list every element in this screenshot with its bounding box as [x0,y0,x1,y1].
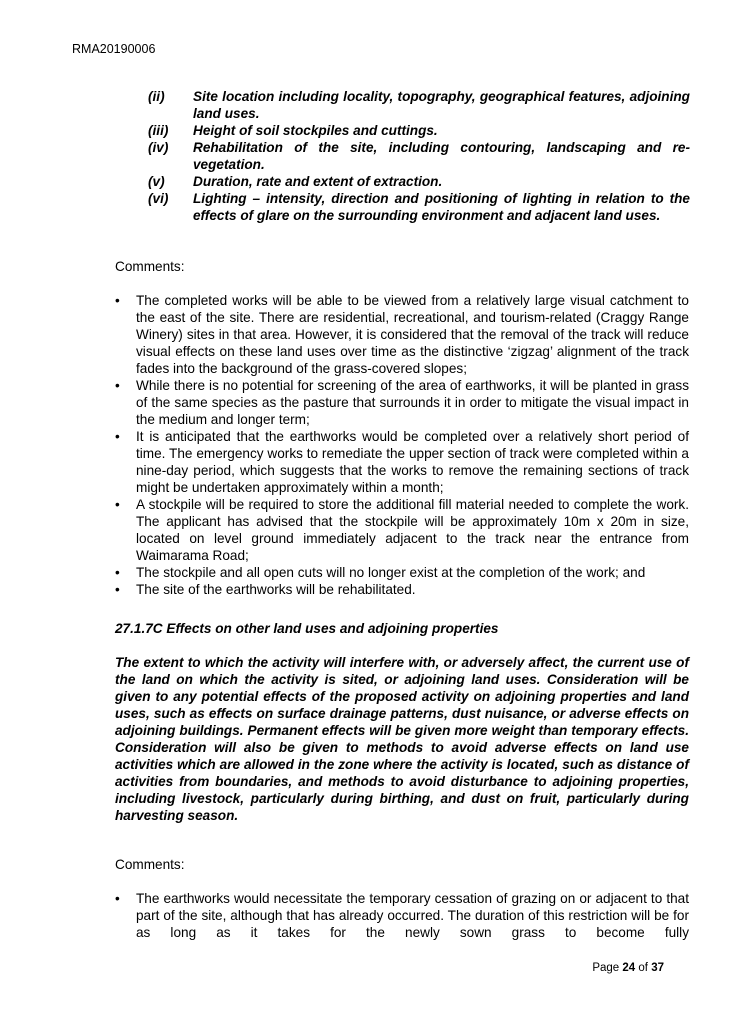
criterion-text: Lighting – intensity, direction and positioning of lighting in relation to the effects of glare on the surrounding environment and adjacent land uses. [193,191,690,223]
criterion-number: (iv) [148,140,169,155]
comments-list [115,890,689,941]
bullet-icon: • [115,565,120,580]
criterion-number: (vi) [148,191,169,206]
list-item [115,890,689,941]
bullet-icon: • [115,891,120,906]
list-item [115,428,689,496]
comments-label: Comments: [115,259,185,274]
list-item-text: It is anticipated that the earthworks would be completed over a relatively short period of time. The emergency works to remediate the upper section of track were completed within a nine-day period, which suggests that the works to remove the remaining sections of track might be undertaken approximately within a month; [136,429,689,495]
of-label: of [638,962,648,974]
list-item [115,292,689,377]
bullet-icon: • [115,429,120,444]
list-item [115,581,689,598]
criterion-item [148,190,690,224]
criterion-text: Duration, rate and extent of extraction. [193,174,443,189]
criterion-item [148,139,690,173]
criterion-item [148,122,690,139]
page-total: 37 [651,962,664,974]
criterion-number: (iii) [148,123,169,138]
list-item-text: The site of the earthworks will be rehabilitated. [136,582,416,597]
list-item-text: The completed works will be able to be viewed from a relatively large visual catchment to the east of the site. There are residential, recreational, and tourism-related (Craggy Range Winery) sites in that area. However, it is considered that the removal of the track will reduce visual effects on these land uses over time as the distinctive ‘zigzag’ alignment of the track fades into the background of the grass-covered slopes; [136,293,689,376]
list-item-text: The earthworks would necessitate the temporary cessation of grazing on or adjacent to that part of the site, although that has already occurred. The duration of this restriction will be for as long as it takes for the newly sown grass to become fully [136,891,689,940]
comments-label: Comments: [115,857,185,872]
list-item [115,564,689,581]
assessment-criteria-paragraph: The extent to which the activity will interfere with, or adversely affect, the current use of the land on which the activity is sited, or adjoining land uses. Consideration will be given to any potential effects of the proposed activity on adjoining properties and land uses, such as effects on surface drainage patterns, dust nuisance, or adverse effects on adjoining buildings. Permanent effects will be given more weight than temporary effects. Consideration will also be given to methods to avoid adverse effects on land use activities which are allowed in the zone where the activity is located, such as distance of activities from boundaries, and methods to avoid disturbance to adjoining properties, including livestock, particularly during birthing, and dust on fruit, particularly during harvesting season. [115,655,689,823]
criterion-text: Height of soil stockpiles and cuttings. [193,123,438,138]
comments-list [115,292,689,598]
list-item-text: The stockpile and all open cuts will no longer exist at the completion of the work; and [136,565,646,580]
criterion-number: (ii) [148,89,165,104]
bullet-icon: • [115,293,120,308]
criterion-text: Rehabilitation of the site, including contouring, landscaping and re-vegetation. [193,140,690,172]
list-item [115,377,689,428]
list-item [115,496,689,564]
criterion-text: Site location including locality, topography, geographical features, adjoining land uses. [193,89,690,121]
page-number: 24 [622,962,636,974]
bullet-icon: • [115,497,120,512]
list-item-text: A stockpile will be required to store the additional fill material needed to complete the work. The applicant has advised that the stockpile will be approximately 10m x 20m in size, located on level ground immediately adjacent to the track near the entrance from Waimarama Road; [136,497,689,563]
page-label: Page [592,962,620,974]
document-reference: RMA20190006 [72,42,156,56]
bullet-icon: • [115,378,120,393]
criterion-item [148,88,690,122]
criterion-item [148,173,690,190]
section-heading: 27.1.7C Effects on other land uses and adjoining properties [115,621,499,636]
page-footer [0,962,664,974]
bullet-icon: • [115,582,120,597]
criterion-number: (v) [148,174,165,189]
list-item-text: While there is no potential for screening of the area of earthworks, it will be planted in grass of the same species as the pasture that surrounds it in order to mitigate the visual impact in the medium and longer term; [136,378,689,427]
